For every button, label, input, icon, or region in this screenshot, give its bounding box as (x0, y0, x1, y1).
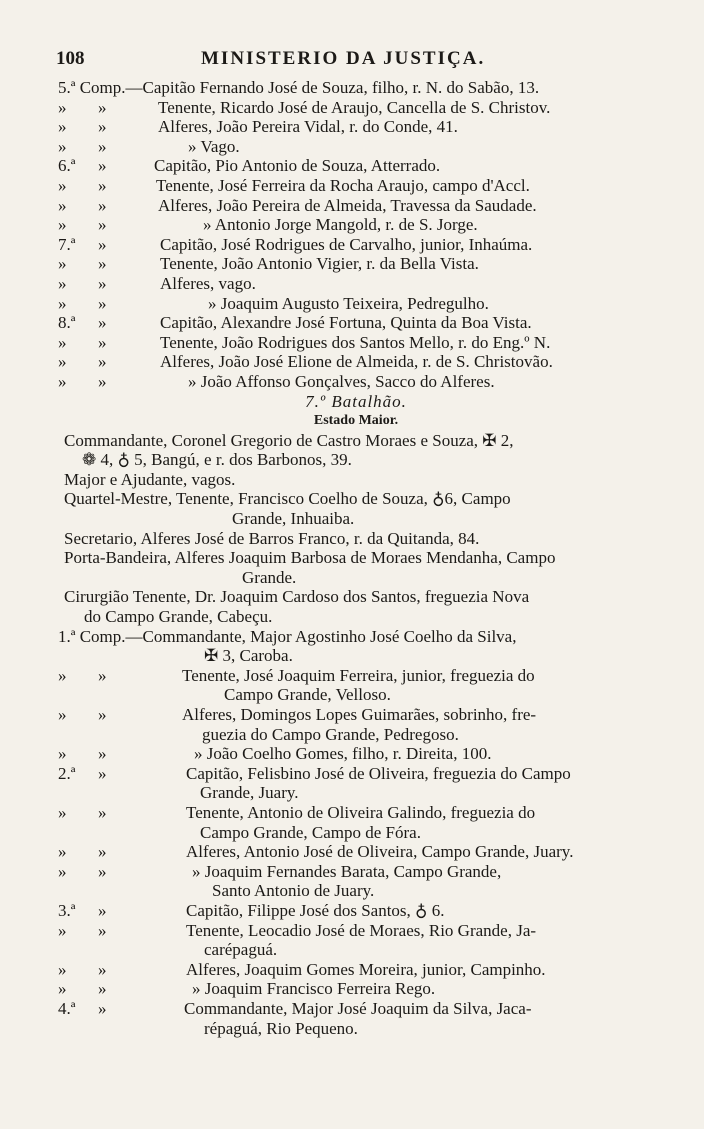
ditto-marker: » (98, 293, 107, 313)
company-marker: » (58, 195, 67, 215)
ditto-marker: » (98, 156, 107, 176)
line-text: répaguá, Rio Pequeno. (204, 1018, 358, 1038)
text-line (56, 744, 656, 764)
text-line (56, 235, 656, 255)
line-text: Quartel-Mestre, Tenente, Francisco Coelho de Souza, ♁6, Campo (64, 489, 511, 509)
line-text: ✠ 3, Caroba. (204, 646, 293, 666)
text-line (56, 783, 656, 803)
line-text: » Antonio Jorge Mangold, r. de S. Jorge. (203, 215, 478, 235)
ditto-marker: » (98, 842, 107, 862)
line-text: Tenente, João Antonio Vigier, r. da Bella Vista. (160, 254, 479, 274)
text-line (56, 489, 656, 509)
text-line (56, 529, 656, 549)
ditto-marker: » (98, 352, 107, 372)
line-text: Tenente, Leocadio José de Moraes, Rio Grande, Ja- (186, 920, 537, 940)
line-text: Major e Ajudante, vagos. (64, 469, 236, 489)
text-line (56, 901, 656, 921)
company-marker: » (58, 920, 67, 940)
ditto-marker: » (98, 665, 107, 685)
ditto-marker: » (98, 802, 107, 822)
text-line (56, 842, 656, 862)
line-text: Tenente, João Rodrigues dos Santos Mello, r. do Eng.º N. (160, 332, 551, 352)
company-marker: » (58, 175, 67, 195)
ditto-marker: » (98, 705, 107, 724)
line-text: Alferes, João José Elione de Almeida, r. de S. Christovão. (160, 352, 553, 372)
text-line (56, 411, 656, 431)
company-marker: » (58, 705, 67, 724)
running-title: MINISTERIO DA JUSTIÇA. (201, 48, 486, 69)
line-text: Alferes, vago. (160, 273, 256, 293)
ditto-marker: » (98, 763, 107, 783)
page-header (56, 48, 646, 80)
company-marker: 4.ª (58, 998, 76, 1018)
line-text: » João Coelho Gomes, filho, r. Direita, 100. (194, 744, 492, 764)
text-line (56, 862, 656, 882)
text-line (56, 274, 656, 294)
line-text: Secretario, Alferes José de Barros Franco, r. da Quitanda, 84. (64, 528, 480, 548)
text-line (56, 607, 656, 627)
line-text: Alferes, Antonio José de Oliveira, Campo Grande, Juary. (186, 842, 574, 862)
text-line (56, 117, 656, 137)
company-marker: 7.ª (58, 234, 76, 254)
text-line (56, 176, 656, 196)
text-line (56, 568, 656, 588)
line-text: Cirurgião Tenente, Dr. Joaquim Cardoso dos Santos, freguezia Nova (64, 587, 530, 607)
text-line (56, 196, 656, 216)
line-text: guezia do Campo Grande, Pedregoso. (202, 724, 459, 744)
text-line (56, 352, 656, 372)
line-text: Porta-Bandeira, Alferes Joaquim Barbosa de Moraes Mendanha, Campo (64, 548, 556, 568)
text-body (56, 78, 656, 1038)
line-text: Capitão, Filippe José dos Santos, ♁ 6. (186, 900, 445, 920)
company-marker: » (58, 215, 67, 235)
ditto-marker: » (98, 979, 107, 999)
line-text: Tenente, José Joaquim Ferreira, junior, freguezia do (182, 665, 535, 685)
text-line (56, 979, 656, 999)
text-line (56, 705, 656, 725)
line-text: » Joaquim Francisco Ferreira Rego. (192, 979, 436, 999)
ditto-marker: » (98, 313, 107, 333)
line-text: carépaguá. (204, 940, 278, 960)
line-text: Capitão, Felisbino José de Oliveira, freguezia do Campo (186, 763, 571, 783)
company-marker: 6.ª (58, 156, 76, 176)
company-marker: » (58, 665, 67, 685)
section-heading: 7.º Batalhão. (305, 391, 407, 411)
line-text: » Joaquim Augusto Teixeira, Pedregulho. (208, 293, 489, 313)
company-marker: » (58, 802, 67, 822)
company-marker: » (58, 273, 67, 293)
line-text: Commandante, Coronel Gregorio de Castro Moraes e Souza, ✠ 2, (64, 430, 514, 450)
text-line (56, 627, 656, 647)
text-line (56, 999, 656, 1019)
company-marker: » (58, 371, 67, 391)
text-line (56, 333, 656, 353)
ditto-marker: » (98, 998, 107, 1018)
line-text: Grande, Juary. (200, 783, 299, 803)
line-text: Campo Grande, Campo de Fóra. (200, 822, 421, 842)
ditto-marker: » (98, 175, 107, 195)
line-text: » Vago. (188, 136, 240, 156)
text-line (56, 646, 656, 666)
company-marker: » (58, 97, 67, 117)
text-line (56, 823, 656, 843)
line-text: Tenente, José Ferreira da Rocha Araujo, campo d'Accl. (156, 175, 530, 195)
text-line (56, 450, 656, 470)
ditto-marker: » (98, 195, 107, 215)
text-line (56, 392, 656, 412)
text-line (56, 509, 656, 529)
company-marker: » (58, 117, 67, 137)
text-line (56, 98, 656, 118)
line-text: Tenente, Ricardo José de Araujo, Cancella de S. Christov. (158, 97, 551, 117)
text-line (56, 803, 656, 823)
line-text: Capitão, José Rodrigues de Carvalho, junior, Inhaúma. (160, 234, 533, 254)
text-line (56, 313, 656, 333)
company-marker: 3.ª (58, 900, 76, 920)
ditto-marker: » (98, 920, 107, 940)
text-line (56, 921, 656, 941)
company-marker: » (58, 293, 67, 313)
line-text: Alferes, Joaquim Gomes Moreira, junior, Campinho. (186, 959, 546, 979)
company-marker: » (58, 959, 67, 979)
line-text: 1.ª Comp.—Commandante, Major Agostinho José Coelho da Silva, (58, 626, 517, 646)
text-line (56, 587, 656, 607)
ditto-marker: » (98, 273, 107, 293)
ditto-marker: » (98, 332, 107, 352)
text-line (56, 254, 656, 274)
ditto-marker: » (98, 900, 107, 920)
ditto-marker: » (98, 215, 107, 235)
company-marker: » (58, 842, 67, 862)
company-marker: 5.ª Comp.—Capitão Fernando José de Souza, filho, r. N. do Sabão, 13. (58, 78, 540, 97)
line-text: Alferes, João Pereira de Almeida, Travessa da Saudade. (158, 195, 537, 215)
subsection-heading: Estado Maior. (313, 413, 399, 429)
line-text: ❁ 4, ♁ 5, Bangú, e r. dos Barbonos, 39. (82, 450, 352, 470)
text-line (56, 156, 656, 176)
line-text: do Campo Grande, Cabeçu. (84, 607, 273, 627)
company-marker: » (58, 352, 67, 372)
text-line (56, 137, 656, 157)
ditto-marker: » (98, 234, 107, 254)
ditto-marker: » (98, 117, 107, 137)
line-text: » João Affonso Gonçalves, Sacco do Alferes. (188, 371, 495, 391)
ditto-marker: » (98, 136, 107, 156)
ditto-marker: » (98, 97, 107, 117)
company-marker: » (58, 744, 67, 764)
page-number: 108 (56, 48, 85, 69)
ditto-marker: » (98, 861, 107, 881)
ditto-marker: » (98, 744, 107, 764)
company-marker: » (58, 861, 67, 881)
company-marker: 2.ª (58, 763, 76, 783)
text-line (56, 764, 656, 784)
text-line (56, 685, 656, 705)
line-text: Capitão, Pio Antonio de Souza, Atterrado. (154, 156, 441, 176)
company-marker: » (58, 254, 67, 274)
company-marker: » (58, 979, 67, 999)
company-marker: » (58, 136, 67, 156)
line-text: Commandante, Major José Joaquim da Silva, Jaca- (184, 998, 532, 1018)
text-line (56, 725, 656, 745)
text-line (56, 372, 656, 392)
text-line (56, 1019, 656, 1039)
ditto-marker: » (98, 254, 107, 274)
line-text: Grande, Inhuaiba. (232, 509, 355, 529)
text-line (56, 666, 656, 686)
line-text: Alferes, João Pereira Vidal, r. do Conde, 41. (158, 117, 458, 137)
line-text: Santo Antonio de Juary. (212, 881, 375, 901)
text-line (56, 940, 656, 960)
text-line (56, 431, 656, 451)
ditto-marker: » (98, 371, 107, 391)
text-line (56, 215, 656, 235)
line-text: Campo Grande, Velloso. (224, 685, 391, 705)
line-text: » Joaquim Fernandes Barata, Campo Grande, (192, 861, 502, 881)
text-line (56, 881, 656, 901)
ditto-marker: » (98, 959, 107, 979)
line-text: Capitão, Alexandre José Fortuna, Quinta da Boa Vista. (160, 313, 532, 333)
text-line (56, 470, 656, 490)
text-line (56, 960, 656, 980)
text-line (56, 78, 656, 98)
text-line (56, 548, 656, 568)
company-marker: 8.ª (58, 313, 76, 333)
text-line (56, 294, 656, 314)
line-text: Alferes, Domingos Lopes Guimarães, sobrinho, fre- (182, 705, 537, 724)
company-marker: » (58, 332, 67, 352)
line-text: Grande. (242, 567, 297, 587)
line-text: Tenente, Antonio de Oliveira Galindo, freguezia do (186, 802, 536, 822)
